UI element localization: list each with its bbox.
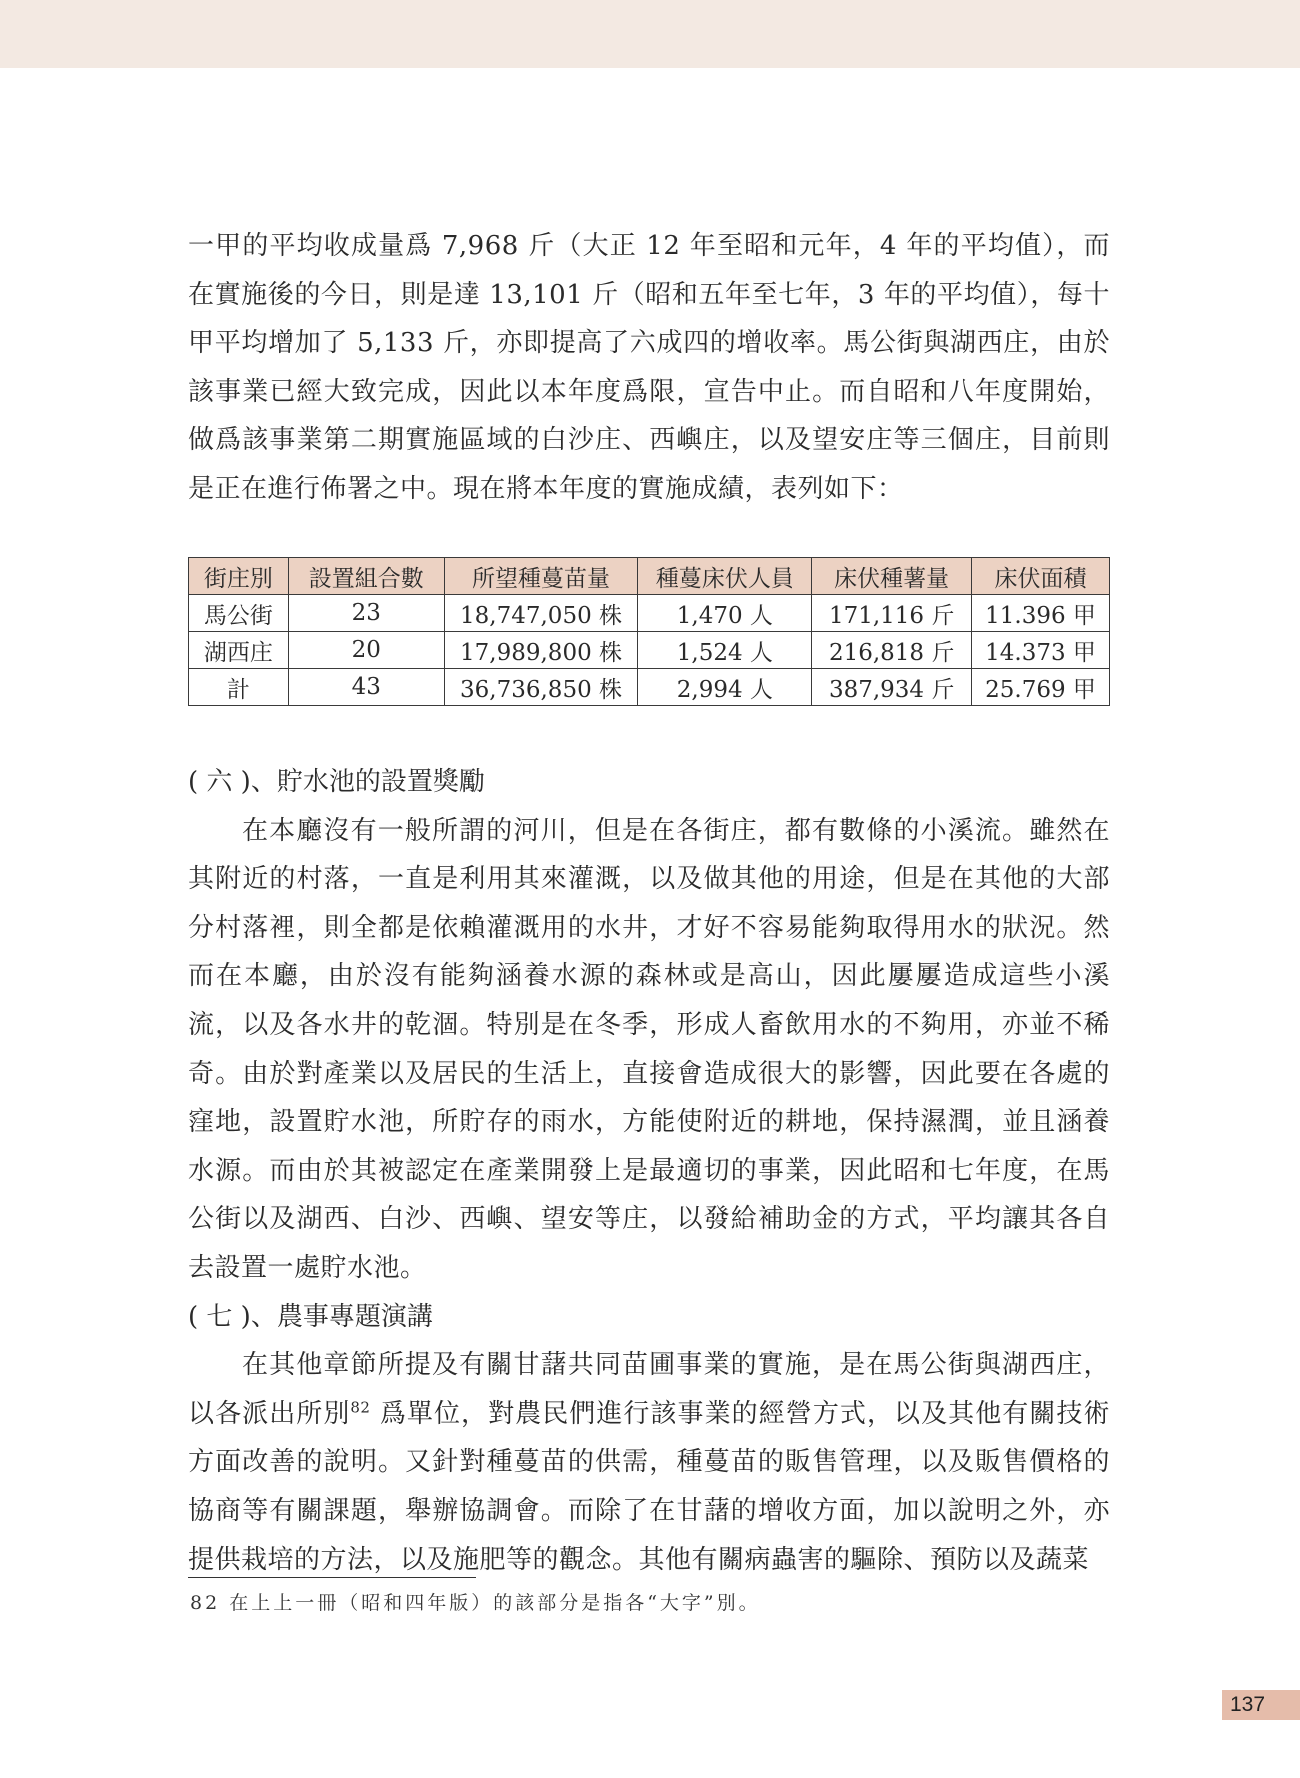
- table-row: [189, 595, 1110, 632]
- table-cell: 湖西庄: [189, 632, 289, 669]
- section-7-body: [188, 1341, 1110, 1584]
- table-cell: 1,524 人: [638, 632, 812, 669]
- section-7-body-end: 爲單位，對農民們進行該事業的經營方式，以及其他有關技術方面改善的說明。又針對種蔓苗的供需，種蔓苗的販售管理，以及販售價格的協商等有關課題，舉辦協調會。而除了在甘藷的增收方面，加以說明之外，亦提供栽培的方法，以及施肥等的觀念。其他有關病蟲害的驅除、預防以及蔬菜: [188, 1398, 1110, 1575]
- table-cell: 23: [288, 595, 444, 632]
- table-cell: 216,818 斤: [812, 632, 972, 669]
- section-6-heading: ( 六 )、貯水池的設置獎勵: [188, 767, 485, 797]
- table-cell: 25.769 甲: [972, 669, 1110, 706]
- table-cell: 20: [288, 632, 444, 669]
- table-cell: 18,747,050 株: [444, 595, 638, 632]
- table-header-cell: 街庄別: [189, 558, 289, 595]
- table-header-cell: 床伏面積: [972, 558, 1110, 595]
- footnote-divider: [188, 1577, 476, 1578]
- table-cell: 387,934 斤: [812, 669, 972, 706]
- table-cell: 14.373 甲: [972, 632, 1110, 669]
- table-header-cell: 所望種蔓苗量: [444, 558, 638, 595]
- table-cell: 11.396 甲: [972, 595, 1110, 632]
- top-header-band: [0, 0, 1300, 68]
- table-cell: 1,470 人: [638, 595, 812, 632]
- table-header-cell: 床伏種薯量: [812, 558, 972, 595]
- intro-block: [188, 222, 1110, 514]
- table-cell: 171,116 斤: [812, 595, 972, 632]
- table-header-cell: 設置組合數: [288, 558, 444, 595]
- table-cell: 馬公街: [189, 595, 289, 632]
- intro-paragraph: 一甲的平均收成量爲 7,968 斤（大正 12 年至昭和元年，4 年的平均值），而在實施後的今日，則是達 13,101 斤（昭和五年至七年，3 年的平均值），每十甲平均增加了 5,133 斤，亦即提高了六成四的增收率。馬公街與湖西庄，由於該事業已經大致完成，因此以本年度爲限，宣告中止。而自昭和八年度開始，做爲該事業第二期實施區域的白沙庄、西嶼庄，以及望安庄等三個庄，目前則是正在進行佈署之中。現在將本年度的實施成績，表列如下：: [188, 231, 1110, 504]
- table-cell: 2,994 人: [638, 669, 812, 706]
- section-7-body-start: 在其他章節所提及有關甘藷共同苗圃事業的實施，是在馬公街與湖西庄，以各派出所別: [188, 1350, 1110, 1429]
- results-table: [188, 557, 1110, 706]
- table-header-cell: 種蔓床伏人員: [638, 558, 812, 595]
- page-number: 137: [1230, 1693, 1266, 1716]
- table-row: [189, 632, 1110, 669]
- sections-block: [188, 758, 1110, 1584]
- section-6-body: 在本廳沒有一般所謂的河川，但是在各街庄，都有數條的小溪流。雖然在其附近的村落，一直是利用其來灌溉，以及做其他的用途，但是在其他的大部分村落裡，則全都是依賴灌溉用的水井，才好不容易能夠取得用水的狀況。然而在本廳，由於沒有能夠涵養水源的森林或是高山，因此屢屢造成這些小溪流，以及各水井的乾涸。特別是在冬季，形成人畜飲用水的不夠用，亦並不稀奇。由於對產業以及居民的生活上，直接會造成很大的影響，因此要在各處的窪地，設置貯水池，所貯存的雨水，方能使附近的耕地，保持濕潤，並且涵養水源。而由於其被認定在產業開發上是最適切的事業，因此昭和七年度，在馬公街以及湖西、白沙、西嶼、望安等庄，以發給補助金的方式，平均讓其各自去設置一處貯水池。: [188, 815, 1110, 1283]
- footnote-reference[interactable]: 82: [350, 1398, 371, 1417]
- table-header-row: [189, 558, 1110, 595]
- table-row-total: [189, 669, 1110, 706]
- table-cell: 17,989,800 株: [444, 632, 638, 669]
- table-cell: 計: [189, 669, 289, 706]
- footnote-82: 82 在上上一冊（昭和四年版）的該部分是指各“大字”別。: [190, 1592, 761, 1614]
- section-7-heading: ( 七 )、農事專題演講: [188, 1301, 433, 1332]
- table-cell: 43: [288, 669, 444, 706]
- table-cell: 36,736,850 株: [444, 669, 638, 706]
